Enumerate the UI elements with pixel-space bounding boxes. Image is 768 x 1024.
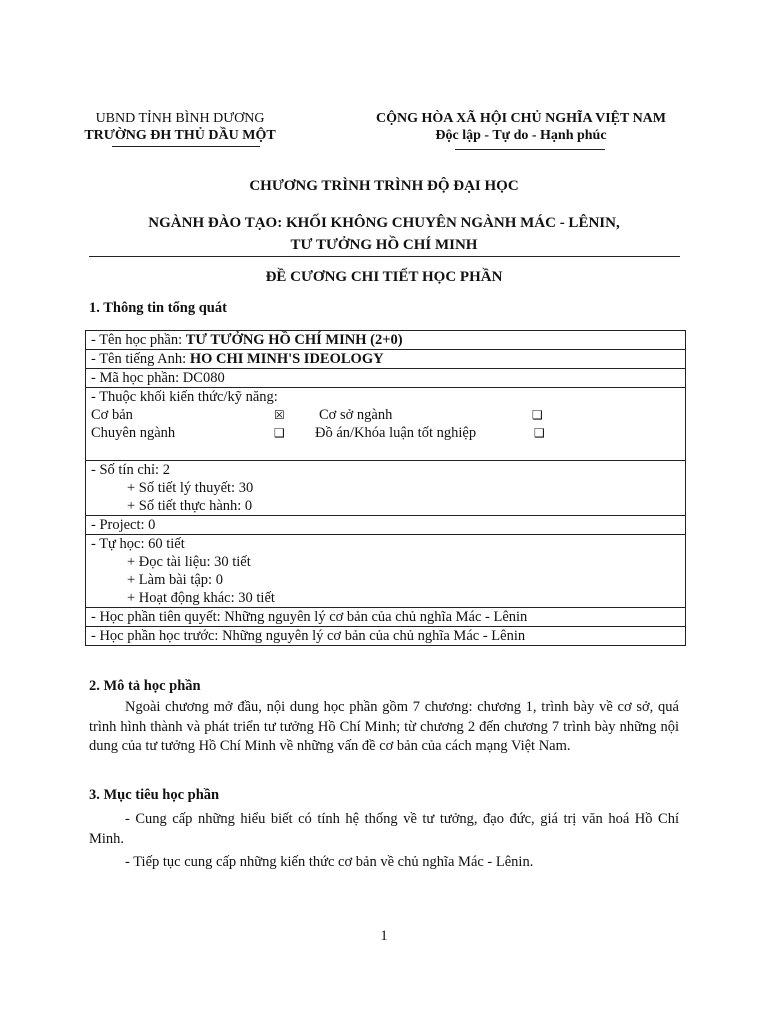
checkbox-icon[interactable]: ❑ <box>534 426 545 440</box>
table-row <box>86 350 686 369</box>
table-row <box>86 369 686 388</box>
prerequisite-cell: - Học phần tiên quyết: Những nguyên lý cơ bản của chủ nghĩa Mác - Lênin <box>86 608 686 627</box>
table-row <box>86 331 686 350</box>
country-name: CỘNG HÒA XÃ HỘI CHỦ NGHĨA VIỆT NAM <box>375 111 666 126</box>
table-row <box>86 535 686 608</box>
english-name-value: HO CHI MINH'S IDEOLOGY <box>189 351 384 367</box>
university-name: TRƯỜNG ĐH THỦ DẦU MỘT <box>84 128 276 143</box>
theory-hours: + Số tiết lý thuyết: 30 <box>127 480 254 496</box>
course-name-cell <box>86 331 686 350</box>
national-motto-block <box>350 110 692 144</box>
section3-heading: 3. Mục tiêu học phần <box>89 787 220 803</box>
section1-heading: 1. Thông tin tổng quát <box>89 300 227 316</box>
title-divider <box>89 256 680 257</box>
course-description: Ngoài chương mở đầu, nội dung học phần gồm 7 chương: chương 1, trình bày về cơ sở, quá trình hình thành và phát triển tư tưởng Hồ Chí Minh; từ chương 2 đến chương 7 trình bày những nội dung của tư tưởng Hồ Chí Minh về những vấn đề cơ bản của cách mạng Việt Nam. <box>89 699 679 754</box>
checkbox-icon[interactable]: ❑ <box>532 408 543 422</box>
options-row-2 <box>91 424 680 442</box>
objective-item-1: - Cung cấp những hiểu biết có tính hệ thống về tư tưởng, đạo đức, giá trị văn hoá Hồ Chí Minh. <box>89 811 679 847</box>
outline-title: ĐỀ CƯƠNG CHI TIẾT HỌC PHẦN <box>265 269 503 285</box>
table-row <box>86 388 686 461</box>
course-name-label: - Tên học phần: <box>91 332 186 348</box>
table-row <box>86 627 686 646</box>
knowledge-block-label: - Thuộc khối kiến thức/kỹ năng: <box>91 389 278 405</box>
option-specialized-label: Chuyên ngành <box>91 425 176 441</box>
major-title <box>40 212 728 256</box>
motto: Độc lập - Tự do - Hạnh phúc <box>435 128 607 143</box>
project-cell: - Project: 0 <box>86 516 686 535</box>
english-name-label: - Tên tiếng Anh: <box>91 351 190 367</box>
section2-heading: 2. Mô tả học phần <box>89 678 201 694</box>
credits-cell <box>86 461 686 516</box>
course-code-cell: - Mã học phần: DC080 <box>86 369 686 388</box>
issuer-underline <box>112 146 260 147</box>
self-study-cell <box>86 535 686 608</box>
previous-course-cell: - Học phần học trước: Những nguyên lý cơ bản của chủ nghĩa Mác - Lênin <box>86 627 686 646</box>
issuer-block <box>60 110 300 144</box>
objective-item-2: - Tiếp tục cung cấp những kiến thức cơ bản về chủ nghĩa Mác - Lênin. <box>125 854 534 870</box>
table-row <box>86 516 686 535</box>
course-info-table <box>85 330 686 646</box>
major-title-line2: TƯ TƯỞNG HỒ CHÍ MINH <box>290 237 478 253</box>
other-activity-hours: + Hoạt động khác: 30 tiết <box>127 590 275 606</box>
table-row <box>86 608 686 627</box>
province-name: UBND TỈNH BÌNH DƯƠNG <box>95 111 265 126</box>
self-study: - Tự học: 60 tiết <box>91 536 185 552</box>
checkbox-icon[interactable]: ❑ <box>274 426 285 440</box>
option-foundation-label: Cơ sở ngành <box>319 407 393 423</box>
english-name-cell <box>86 350 686 369</box>
program-title: CHƯƠNG TRÌNH TRÌNH ĐỘ ĐẠI HỌC <box>249 178 519 194</box>
exercise-hours: + Làm bài tập: 0 <box>127 572 223 588</box>
practice-hours: + Số tiết thực hành: 0 <box>127 498 253 514</box>
table-row <box>86 461 686 516</box>
page-number: 1 <box>380 928 388 944</box>
credits: - Số tín chỉ: 2 <box>91 462 170 478</box>
motto-underline <box>455 149 605 150</box>
reading-hours: + Đọc tài liệu: 30 tiết <box>127 554 251 570</box>
major-title-line1: NGÀNH ĐÀO TẠO: KHỐI KHÔNG CHUYÊN NGÀNH MÁC - LÊNIN, <box>148 215 620 231</box>
course-name-value: TƯ TƯỞNG HỒ CHÍ MINH (2+0) <box>185 332 403 348</box>
options-row-1 <box>91 406 680 424</box>
option-basic-label: Cơ bản <box>91 407 133 423</box>
knowledge-block-cell <box>86 388 686 461</box>
checked-box-icon[interactable]: ☒ <box>274 408 285 422</box>
option-thesis-label: Đồ án/Khóa luận tốt nghiệp <box>315 425 477 441</box>
